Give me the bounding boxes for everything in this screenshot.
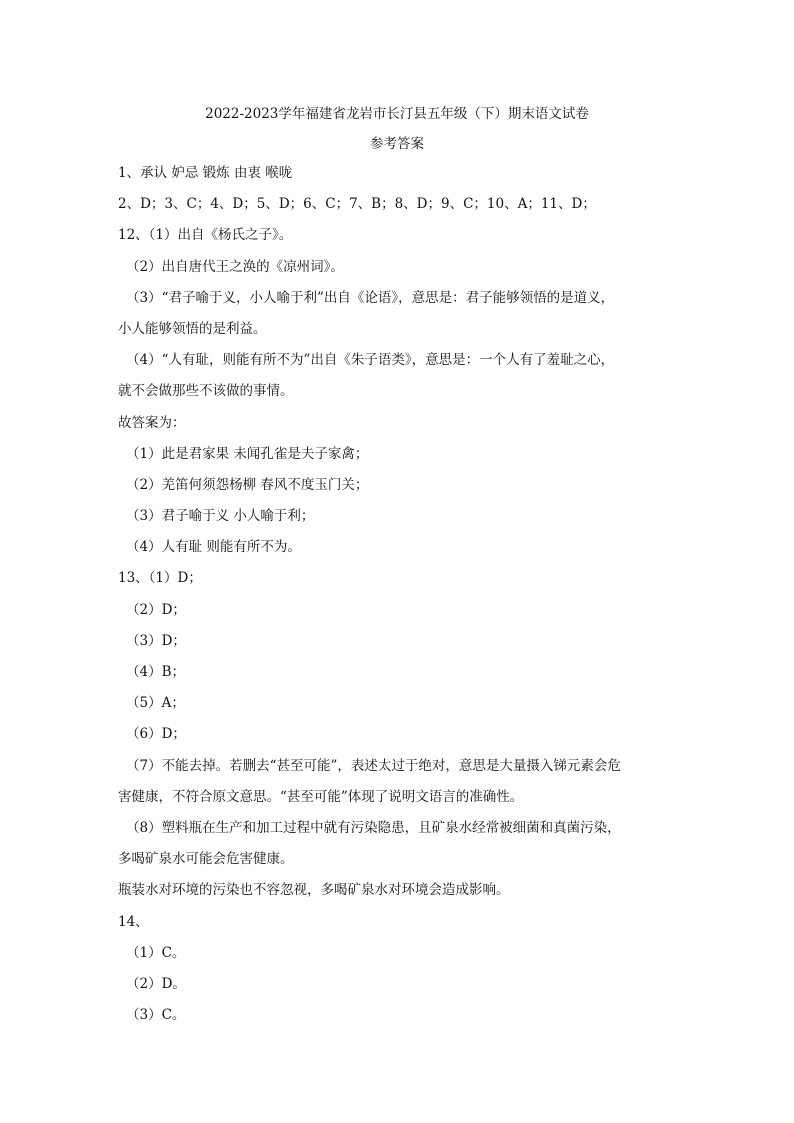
answer-line: （3）D； bbox=[126, 632, 186, 649]
answer-line: 2、D；3、C；4、D；5、D；6、C；7、B；8、D；9、C；10、A；11、D； bbox=[118, 196, 596, 213]
answer-line: （2）出自唐代王之涣的《凉州词》。 bbox=[126, 258, 344, 275]
answer-line: 12、（1）出自《杨氏之子》。 bbox=[118, 227, 293, 244]
answer-line: （5）A； bbox=[126, 695, 185, 712]
answer-line: 故答案为： bbox=[118, 414, 186, 431]
answer-content bbox=[118, 163, 678, 1036]
answer-line: （8）塑料瓶在生产和加工过程中就有污染隐患，且矿泉水经常被细菌和真菌污染， bbox=[126, 819, 621, 836]
answer-line: 1、承认 妒忌 锻炼 由衷 喉咙 bbox=[118, 165, 293, 181]
answer-line: 瓶装水对环境的污染也不容忽视，多喝矿泉水对环境会造成影响。 bbox=[118, 882, 510, 899]
answer-line: 害健康，不符合原文意思。“甚至可能”体现了说明文语言的准确性。 bbox=[118, 788, 524, 805]
answer-line: （3）C。 bbox=[126, 1007, 186, 1024]
answer-line: 13、（1）D； bbox=[118, 570, 202, 587]
answer-line: （1）此是君家果 未闻孔雀是夫子家禽； bbox=[126, 445, 369, 462]
answer-line: （4）B； bbox=[126, 664, 186, 680]
answer-line: （2）D； bbox=[126, 601, 186, 618]
answer-line: （3）君子喻于义 小人喻于利； bbox=[126, 508, 315, 525]
answer-line: 就不会做那些不该做的事情。 bbox=[118, 383, 294, 400]
answer-line: （7）不能去掉。若删去“甚至可能”，表述太过于绝对，意思是大量摄入锑元素会危 bbox=[126, 757, 621, 774]
answer-line: （4）人有耻 则能有所不为。 bbox=[126, 539, 301, 556]
answer-line: 多喝矿泉水可能会危害健康。 bbox=[118, 851, 294, 868]
answer-line: （3）“君子喻于义，小人喻于利”出自《论语》，意思是：君子能够领悟的是道义， bbox=[126, 289, 615, 306]
document-title: 2022-2023学年福建省龙岩市长汀县五年级（下）期末语文试卷 bbox=[205, 106, 589, 122]
document-subtitle: 参考答案 bbox=[370, 136, 424, 152]
answer-line: （6）D； bbox=[126, 726, 186, 743]
answer-line: （2）D。 bbox=[126, 975, 186, 992]
answer-line: 14、 bbox=[118, 913, 149, 930]
answer-line: （2）羌笛何须怨杨柳 春风不度玉门关； bbox=[126, 476, 369, 493]
answer-line: （4）“人有耻，则能有所不为”出自《朱子语类》，意思是：一个人有了羞耻之心， bbox=[126, 352, 615, 369]
answer-line: 小人能够领悟的是利益。 bbox=[118, 320, 267, 337]
answer-line: （1）C。 bbox=[126, 944, 186, 961]
